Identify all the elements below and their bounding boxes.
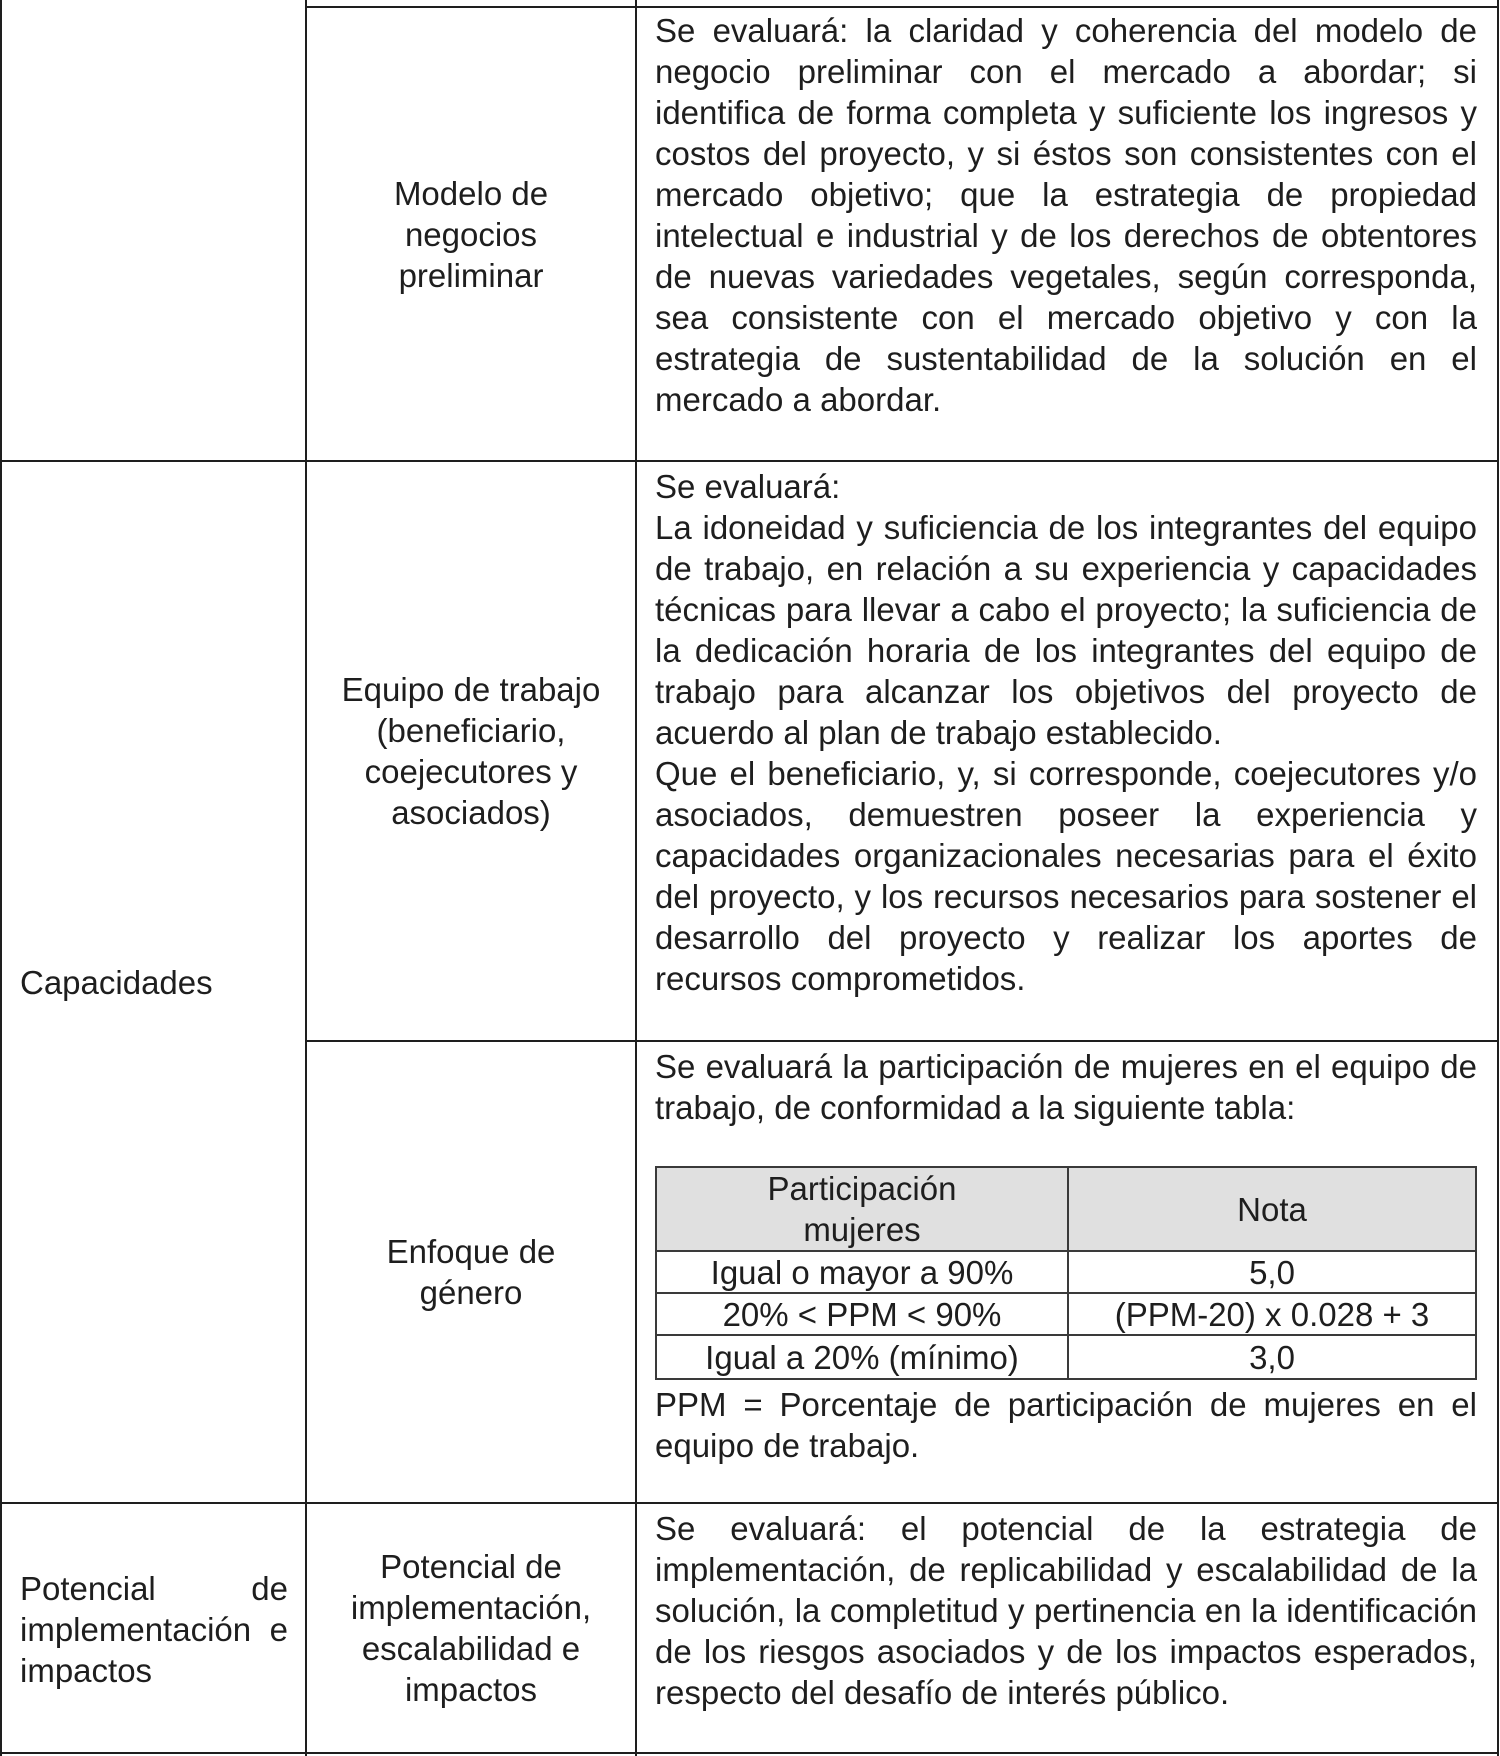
grade-table-row-1-grade: 5,0	[1249, 1253, 1295, 1291]
description-modelo-text: Se evaluará: la claridad y coherencia del modelo de negocio preliminar con el mercado a abordar; si identifica de forma completa y suficiente los ingresos y costos del proyecto, y si éstos son consistentes con el mercado objetivo; que la estrategia de propiedad intelectual e industrial y de los derechos de obtentores de nuevas variedades vegetales, según corresponda, sea consistente con el mercado objetivo y con la estrategia de sustentabilidad de la solución en el mercado a abordar.	[655, 12, 1477, 418]
description-genero-intro	[655, 1046, 1477, 1128]
subcriterion-potencial: Potencial de implementación, escalabilidad e impactos	[350, 1548, 592, 1708]
subcriterion-genero-cell	[307, 1042, 635, 1502]
subcriterion-genero: Enfoque de género	[386, 1233, 556, 1311]
grade-table-row-2-grade: (PPM-20) x 0.028 + 3	[1114, 1295, 1430, 1333]
description-modelo	[655, 10, 1477, 420]
grade-table-header-participation: Participación mujeres	[767, 1170, 957, 1248]
table-border-bottom	[0, 1752, 1497, 1754]
criterion-capacidades: Capacidades	[20, 964, 213, 1001]
table-divider-col2	[635, 0, 637, 1756]
subcriterion-potencial-cell	[307, 1504, 635, 1752]
description-equipo-paragraph2: Que el beneficiario, y, si corresponde, coejecutores y/o asociados, demuestren poseer la experiencia y capacidades organizacionales necesarias para el éxito del proyecto, y los recursos necesarios para sostener el desarrollo del proyecto y realizar los aportes de recursos comprometidos.	[655, 755, 1477, 997]
criterion-potencial: Potencial de implementación e impactos	[20, 1570, 288, 1689]
row-separator-capacidades	[0, 460, 1497, 462]
subcriterion-modelo-cell	[307, 8, 635, 460]
grade-table	[655, 1166, 1477, 1380]
table-border-left	[0, 0, 2, 1756]
description-equipo-intro: Se evaluará:	[655, 468, 841, 505]
grade-table-row-2-participation: 20% < PPM < 90%	[722, 1295, 1002, 1333]
grade-table-row-1-participation: Igual o mayor a 90%	[710, 1253, 1014, 1291]
description-potencial	[655, 1508, 1477, 1713]
subcriterion-equipo-cell	[307, 462, 635, 1040]
grade-table-header-grade: Nota	[1237, 1190, 1307, 1228]
grade-table-row-3-grade: 3,0	[1249, 1338, 1295, 1376]
grade-table-row-3-participation: Igual a 20% (mínimo)	[705, 1338, 1019, 1376]
description-genero-note	[655, 1384, 1477, 1466]
description-equipo-paragraph1: La idoneidad y suficiencia de los integrantes del equipo de trabajo, en relación a su experiencia y capacidades técnicas para llevar a cabo el proyecto; la suficiencia de la dedicación horaria de los integrantes del equipo de trabajo para alcanzar los objetivos del proyecto de acuerdo al plan de trabajo establecido.	[655, 509, 1477, 751]
description-genero-intro-text: Se evaluará la participación de mujeres en el equipo de trabajo, de conformidad a la siguiente tabla:	[655, 1048, 1477, 1126]
description-genero-note-text: PPM = Porcentaje de participación de mujeres en el equipo de trabajo.	[655, 1386, 1477, 1464]
row-separator-potencial	[0, 1502, 1497, 1504]
table-border-right	[1497, 0, 1499, 1756]
description-equipo	[655, 466, 1477, 999]
subcriterion-equipo: Equipo de trabajo (beneficiario, coejecutores y asociados)	[341, 671, 601, 831]
subcriterion-modelo: Modelo de negocios preliminar	[393, 174, 549, 294]
description-potencial-text: Se evaluará: el potencial de la estrategia de implementación, de replicabilidad y escalabilidad de la solución, la completitud y pertinencia en la identificación de los riesgos asociados y de los impactos esperados, respecto del desafío de interés público.	[655, 1510, 1477, 1711]
